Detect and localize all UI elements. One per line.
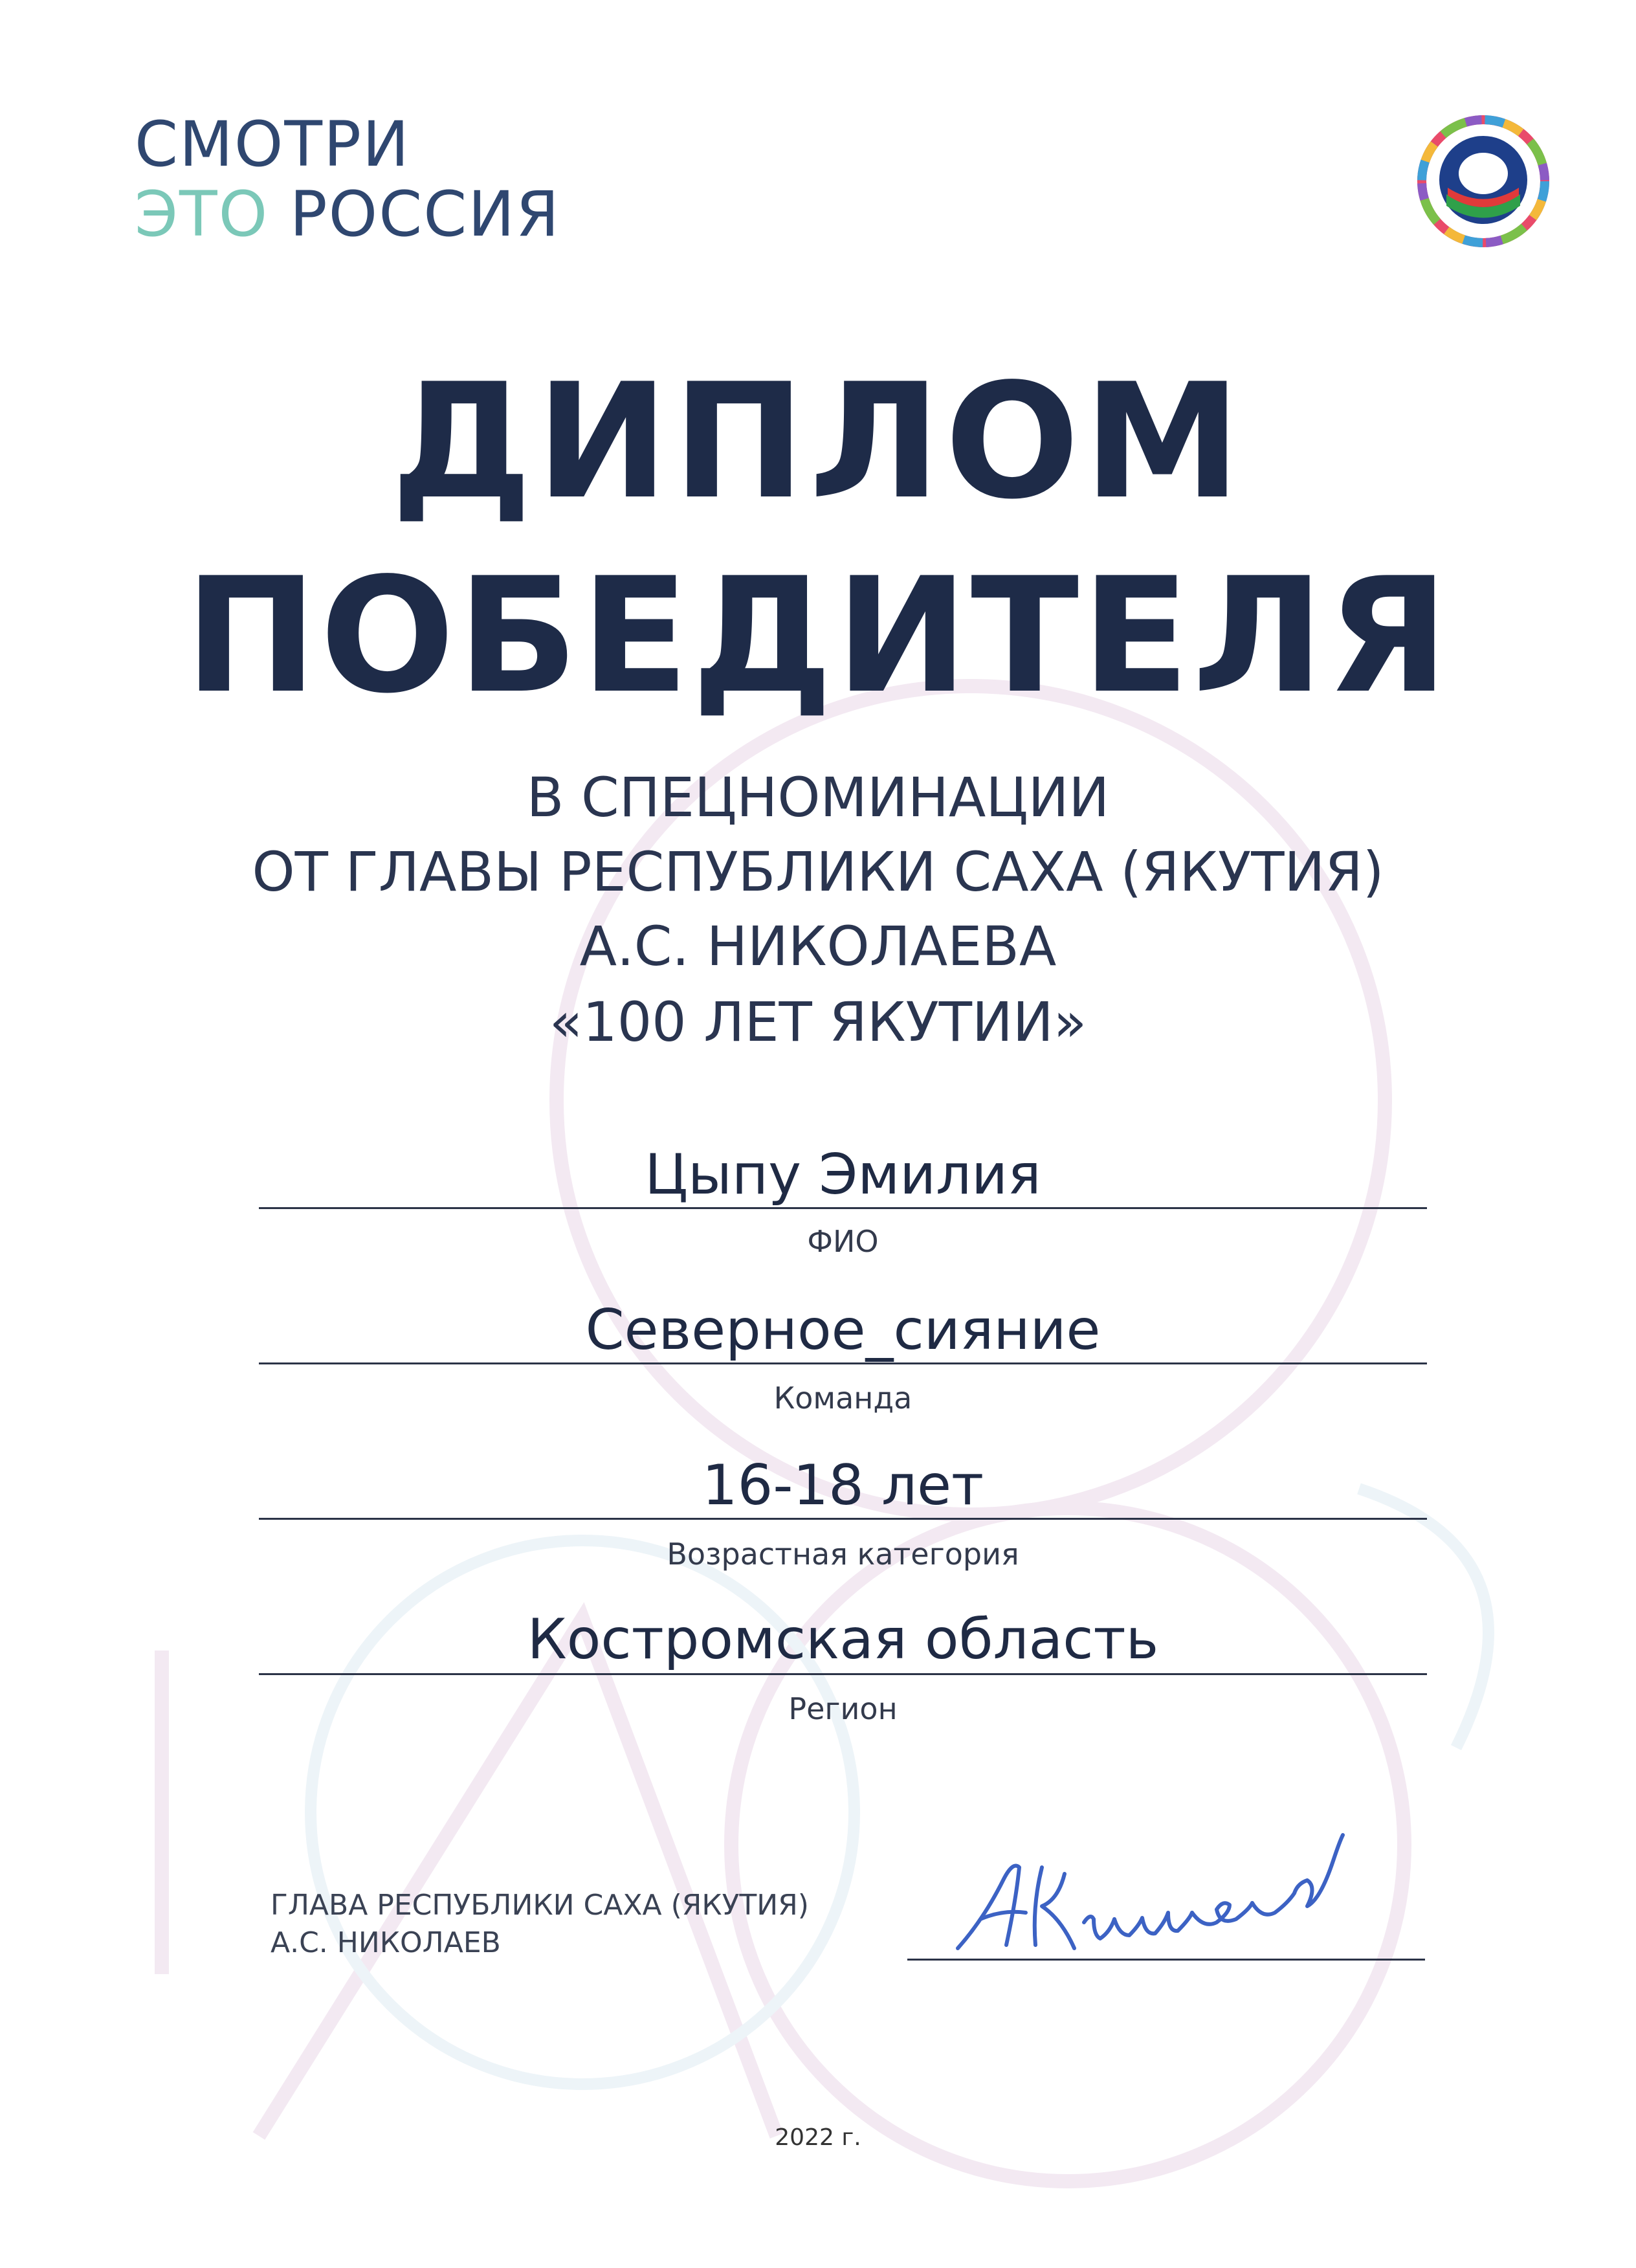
participant-name-value: Цыпу Эмилия	[645, 1142, 1041, 1207]
diploma-title-line-1: ДИПЛОМ	[391, 350, 1245, 534]
children-circle-emblem-icon	[1395, 97, 1573, 265]
region-value: Костромская область	[527, 1607, 1159, 1672]
participant-name-label: ФИО	[807, 1224, 879, 1259]
smotri-eto-rossiya-logo	[135, 108, 652, 250]
region-underline	[259, 1673, 1427, 1675]
logo-line-1: СМОТРИ	[135, 108, 410, 181]
diploma-title-line-2: ПОБЕДИТЕЛЯ	[184, 544, 1452, 728]
participant-name-underline	[259, 1207, 1427, 1209]
nomination-line-3: А.С. НИКОЛАЕВА	[579, 915, 1057, 978]
signature-underline	[907, 1959, 1425, 1961]
nomination-line-2: ОТ ГЛАВЫ РЕСПУБЛИКИ САХА (ЯКУТИЯ)	[252, 840, 1384, 904]
team-label: Команда	[773, 1381, 912, 1416]
signatory-name: А.С. НИКОЛАЕВ	[271, 1926, 501, 1959]
age-category-underline	[259, 1518, 1427, 1520]
logo-line-2-eto: ЭТО	[135, 178, 269, 250]
age-category-value: 16-18 лет	[702, 1453, 984, 1518]
signatory-position: ГЛАВА РЕСПУБЛИКИ САХА (ЯКУТИЯ)	[271, 1889, 809, 1922]
issue-year: 2022 г.	[775, 2124, 861, 2151]
nomination-line-4: «100 ЛЕТ ЯКУТИИ»	[549, 990, 1087, 1054]
team-underline	[259, 1362, 1427, 1364]
region-label: Регион	[788, 1691, 898, 1726]
team-value: Северное_сияние	[585, 1298, 1101, 1362]
logo-line-2	[135, 178, 560, 250]
age-category-label: Возрастная категория	[667, 1537, 1019, 1572]
nomination-line-1: В СПЕЦНОМИНАЦИИ	[526, 766, 1110, 829]
logo-line-2-rossiya: РОССИЯ	[289, 178, 560, 250]
